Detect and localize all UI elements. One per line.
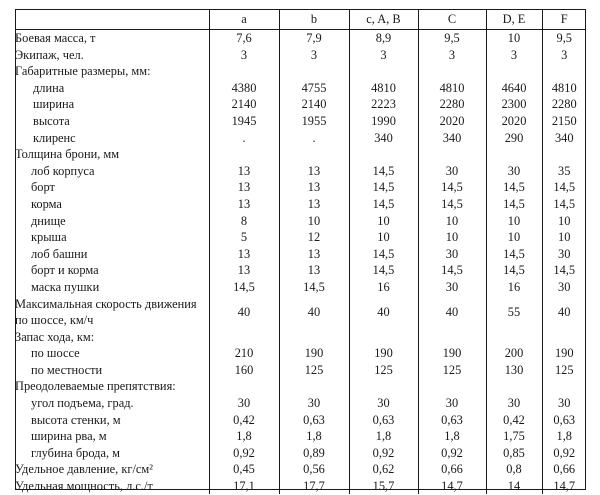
table-row: [15, 378, 586, 395]
table-cell: 0,92: [209, 445, 279, 462]
table-header: [15, 9, 586, 30]
table-cell: 13: [279, 246, 349, 263]
table-cell: 14,5: [209, 279, 279, 296]
table-cell: 2150: [542, 113, 586, 130]
table-cell: 4380: [209, 80, 279, 97]
table-cell: 2280: [418, 96, 486, 113]
table-cell: [418, 378, 486, 395]
table-row: [15, 345, 586, 362]
table-cell: 13: [279, 163, 349, 180]
table-cell: 8,9: [349, 30, 418, 47]
table-cell: 30: [486, 163, 542, 180]
table-cell: [279, 378, 349, 395]
table-cell: 14,5: [542, 196, 586, 213]
table-row: [15, 130, 586, 147]
table-cell: 1,8: [542, 428, 586, 445]
table-cell: 3: [209, 47, 279, 64]
table-cell: 17,1: [209, 478, 279, 495]
table-cell: 10: [486, 213, 542, 230]
specs-table: [15, 9, 586, 494]
table-cell: 14,5: [418, 262, 486, 279]
table-cell: 0,63: [349, 411, 418, 428]
table-cell: 14,5: [542, 179, 586, 196]
row-label: Максимальная скорость движения по шоссе, км/ч: [15, 296, 197, 327]
table-cell: 16: [349, 279, 418, 296]
table-cell: 7,9: [279, 30, 349, 47]
table-cell: 10: [486, 30, 542, 47]
table-cell: [542, 63, 586, 80]
table-cell: [349, 378, 418, 395]
table-cell: 14,5: [542, 262, 586, 279]
table-cell: 125: [418, 362, 486, 379]
table-cell: 30: [209, 395, 279, 412]
table-row: [15, 279, 586, 296]
table-cell: 17,7: [279, 478, 349, 495]
table-cell: 30: [418, 246, 486, 263]
row-label: Боевая масса, т: [15, 31, 96, 46]
table-row: [15, 478, 586, 495]
table-cell: [349, 63, 418, 80]
table-cell: 14,5: [486, 246, 542, 263]
row-label: высота стенки, м: [31, 412, 121, 427]
table-cell: 0,92: [418, 445, 486, 462]
row-label: ширина: [33, 97, 75, 112]
table-cell: 3: [486, 47, 542, 64]
table-cell: 1990: [349, 113, 418, 130]
table-cell: 4755: [279, 80, 349, 97]
table-cell: 1,8: [279, 428, 349, 445]
column-header: F: [542, 9, 586, 30]
table-cell: 190: [542, 345, 586, 362]
row-label: глубина брода, м: [31, 445, 121, 460]
table-cell: [486, 378, 542, 395]
table-cell: 14,5: [349, 262, 418, 279]
table-cell: 30: [418, 395, 486, 412]
row-label: Габаритные размеры, мм:: [15, 64, 151, 79]
table-row: [15, 196, 586, 213]
table-cell: 0,66: [542, 461, 586, 478]
table-cell: 10: [542, 213, 586, 230]
table-cell: 9,5: [542, 30, 586, 47]
row-label: днище: [31, 213, 66, 228]
table-cell: 340: [542, 130, 586, 147]
table-cell: 30: [542, 246, 586, 263]
table-row: [15, 229, 586, 246]
table-cell: [209, 378, 279, 395]
table-cell: 1,8: [418, 428, 486, 445]
table-cell: 190: [279, 345, 349, 362]
table-row: [15, 411, 586, 428]
table-cell: [279, 63, 349, 80]
table-row: [15, 445, 586, 462]
table-cell: 190: [418, 345, 486, 362]
table-cell: 0,92: [349, 445, 418, 462]
table-row: [15, 428, 586, 445]
table-cell: [418, 329, 486, 346]
table-cell: [418, 63, 486, 80]
table-row: [15, 362, 586, 379]
table-cell: 55: [486, 296, 542, 329]
table-cell: .: [209, 130, 279, 147]
table-cell: 10: [486, 229, 542, 246]
table-cell: 210: [209, 345, 279, 362]
table-row: [15, 96, 586, 113]
table-cell: 4810: [542, 80, 586, 97]
table-cell: 2223: [349, 96, 418, 113]
table-cell: 10: [542, 229, 586, 246]
table-cell: [542, 146, 586, 163]
table-cell: 40: [418, 296, 486, 329]
table-cell: 1,8: [349, 428, 418, 445]
table-cell: 3: [418, 47, 486, 64]
row-label: маска пушки: [31, 280, 100, 294]
table-cell: 14,5: [349, 163, 418, 180]
table-cell: [486, 63, 542, 80]
table-cell: 13: [209, 179, 279, 196]
table-cell: 10: [279, 213, 349, 230]
row-label: Запас хода, км:: [15, 329, 95, 344]
table-cell: 125: [542, 362, 586, 379]
table-cell: 9,5: [418, 30, 486, 47]
table-cell: 340: [418, 130, 486, 147]
table-cell: 0,8: [486, 461, 542, 478]
table-cell: 30: [418, 279, 486, 296]
table-cell: 14,5: [486, 196, 542, 213]
table-cell: [486, 329, 542, 346]
table-cell: [486, 146, 542, 163]
table-cell: [279, 146, 349, 163]
table-cell: 5: [209, 229, 279, 246]
table-cell: 14,5: [279, 279, 349, 296]
table-cell: 40: [279, 296, 349, 329]
table-cell: 14,5: [486, 179, 542, 196]
table-cell: 14,5: [349, 196, 418, 213]
table-cell: 30: [542, 279, 586, 296]
table-cell: [418, 146, 486, 163]
table-cell: 14,5: [418, 196, 486, 213]
table-cell: 0,45: [209, 461, 279, 478]
table-cell: 3: [542, 47, 586, 64]
table-cell: 10: [418, 213, 486, 230]
table-cell: 0,63: [418, 411, 486, 428]
table-row: [15, 30, 586, 47]
table-row: [15, 296, 586, 329]
table-cell: 14,5: [349, 179, 418, 196]
table-cell: 0,85: [486, 445, 542, 462]
table-cell: 0,42: [209, 411, 279, 428]
row-label: Экипаж, чел.: [15, 47, 84, 62]
table-row: [15, 163, 586, 180]
table-cell: .: [279, 130, 349, 147]
table-cell: 13: [209, 196, 279, 213]
table-row: [15, 179, 586, 196]
table-cell: 1,8: [209, 428, 279, 445]
table-cell: 14,5: [418, 179, 486, 196]
table-cell: [542, 329, 586, 346]
table-cell: 15,7: [349, 478, 418, 495]
table-cell: 13: [209, 262, 279, 279]
table-cell: 40: [209, 296, 279, 329]
table-cell: 2020: [418, 113, 486, 130]
row-label: борт: [31, 180, 55, 195]
row-label: крыша: [31, 230, 67, 245]
table-cell: 10: [349, 213, 418, 230]
table-row: [15, 80, 586, 97]
row-label: Преодолеваемые препятствия:: [15, 379, 176, 394]
table-cell: 10: [349, 229, 418, 246]
table-row: [15, 246, 586, 263]
table-cell: 13: [279, 262, 349, 279]
table-cell: 30: [486, 395, 542, 412]
table-cell: 1,75: [486, 428, 542, 445]
table-cell: 125: [349, 362, 418, 379]
row-label: по шоссе: [31, 346, 80, 361]
table-cell: 2140: [209, 96, 279, 113]
table-cell: 160: [209, 362, 279, 379]
table-cell: 4810: [418, 80, 486, 97]
row-label: Удельное давление, кг/см²: [15, 462, 153, 477]
column-header: a: [209, 9, 279, 30]
table-cell: 30: [418, 163, 486, 180]
table-cell: 14,5: [349, 246, 418, 263]
column-header: D, E: [486, 9, 542, 30]
column-header: c, A, B: [349, 9, 418, 30]
row-label: угол подъема, град.: [31, 395, 134, 410]
table-cell: 0,66: [418, 461, 486, 478]
table-cell: 35: [542, 163, 586, 180]
row-label: клиренс: [33, 130, 76, 145]
table-cell: [542, 378, 586, 395]
table-cell: [209, 63, 279, 80]
table-cell: 0,63: [279, 411, 349, 428]
table-row: [15, 146, 586, 163]
table-cell: 200: [486, 345, 542, 362]
table-cell: 40: [349, 296, 418, 329]
table-cell: [349, 329, 418, 346]
row-label: Толщина брони, мм: [15, 147, 120, 162]
table-row: [15, 113, 586, 130]
table-cell: 0,62: [349, 461, 418, 478]
table-row: [15, 262, 586, 279]
table-cell: 14,7: [542, 478, 586, 495]
table-cell: [209, 146, 279, 163]
table-cell: 130: [486, 362, 542, 379]
table-cell: 30: [279, 395, 349, 412]
table-cell: 40: [542, 296, 586, 329]
row-label: лоб корпуса: [31, 163, 95, 178]
table-row: [15, 329, 586, 346]
column-header: [15, 9, 209, 30]
table-row: [15, 395, 586, 412]
row-label: высота: [33, 114, 70, 129]
table-row: [15, 47, 586, 64]
table-cell: 290: [486, 130, 542, 147]
table-cell: 0,63: [542, 411, 586, 428]
table-cell: 2300: [486, 96, 542, 113]
row-label: борт и корма: [31, 263, 99, 278]
row-label: по местности: [31, 362, 103, 377]
table-cell: [209, 329, 279, 346]
table-cell: 0,92: [542, 445, 586, 462]
table-cell: 30: [349, 395, 418, 412]
table-cell: 0,89: [279, 445, 349, 462]
table-cell: 13: [209, 163, 279, 180]
table-cell: 190: [349, 345, 418, 362]
row-label: лоб башни: [31, 246, 88, 261]
table-cell: [279, 329, 349, 346]
table-row: [15, 461, 586, 478]
table-cell: 2020: [486, 113, 542, 130]
table-cell: 0,56: [279, 461, 349, 478]
table-cell: 13: [279, 179, 349, 196]
table-cell: 1955: [279, 113, 349, 130]
table-cell: 14,5: [486, 262, 542, 279]
table-row: [15, 63, 586, 80]
table-cell: 7,6: [209, 30, 279, 47]
table-cell: 340: [349, 130, 418, 147]
table-row: [15, 213, 586, 230]
table-cell: 13: [209, 246, 279, 263]
table-cell: 1945: [209, 113, 279, 130]
table-cell: 13: [279, 196, 349, 213]
row-label: корма: [31, 197, 62, 212]
table-cell: 16: [486, 279, 542, 296]
table-cell: 4640: [486, 80, 542, 97]
table-cell: 125: [279, 362, 349, 379]
table-cell: 0,42: [486, 411, 542, 428]
table-cell: 8: [209, 213, 279, 230]
row-label: длина: [33, 80, 65, 95]
row-label: Удельная мощность, л.с./т: [15, 478, 153, 493]
table-cell: 2280: [542, 96, 586, 113]
header-row: [15, 9, 586, 30]
table-cell: 2140: [279, 96, 349, 113]
table-cell: 14,7: [418, 478, 486, 495]
column-header: C: [418, 9, 486, 30]
table-cell: 14: [486, 478, 542, 495]
table-cell: 4810: [349, 80, 418, 97]
table-cell: 3: [279, 47, 349, 64]
column-header: b: [279, 9, 349, 30]
row-label: ширина рва, м: [31, 429, 107, 444]
table-cell: 3: [349, 47, 418, 64]
table-body: [15, 30, 586, 495]
table-cell: 12: [279, 229, 349, 246]
table-cell: 30: [542, 395, 586, 412]
table-cell: 10: [418, 229, 486, 246]
table-cell: [349, 146, 418, 163]
